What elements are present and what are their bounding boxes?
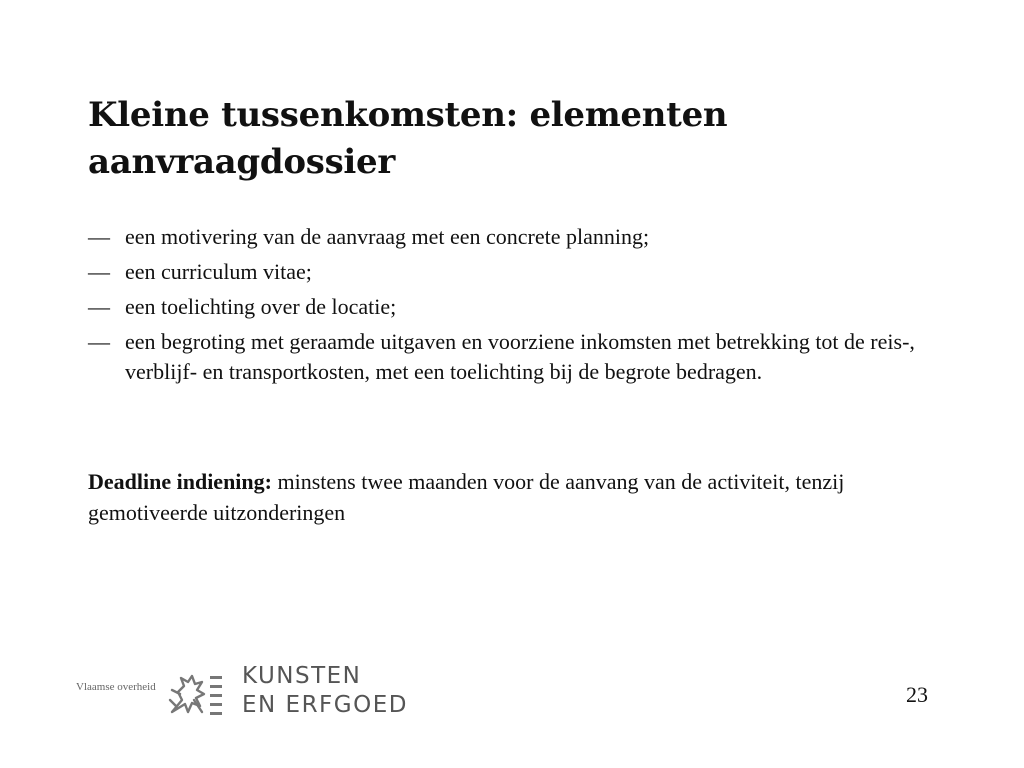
bullet-dash: —: [88, 224, 110, 249]
flemish-lion-icon: [166, 670, 224, 718]
organization-name: Vlaamse overheid: [76, 681, 156, 693]
brand-line-1: KUNSTEN: [242, 663, 362, 689]
list-item: [88, 292, 958, 322]
brand-name: [242, 662, 408, 720]
deadline-label: Deadline indiening:: [88, 469, 272, 494]
deadline-paragraph: [88, 466, 948, 528]
list-item-text: een motivering van de aanvraag met een concrete planning;: [125, 224, 650, 249]
bullet-list: [88, 222, 958, 392]
list-item: [88, 222, 958, 252]
bullet-dash: —: [88, 259, 110, 284]
slide-title: Kleine tussenkomsten: elementen aanvraagdossier: [88, 95, 728, 182]
page-number: 23: [906, 682, 928, 707]
bullet-dash: —: [88, 294, 110, 319]
bullet-dash: —: [88, 329, 110, 354]
brand-line-2: EN ERFGOED: [242, 692, 408, 718]
footer-logo: [76, 662, 456, 722]
deadline-text: minstens twee maanden voor de aanvang van de activiteit, tenzij gemotiveerde uitzonderingen: [88, 469, 845, 525]
list-item-text: een begroting met geraamde uitgaven en voorziene inkomsten met betrekking tot de reis-, verblijf- en transportkosten, met een toelichting bij de begrote bedragen.: [125, 329, 915, 384]
list-item-text: een curriculum vitae;: [125, 259, 312, 284]
list-item: [88, 327, 958, 387]
list-item: [88, 257, 958, 287]
list-item-text: een toelichting over de locatie;: [125, 294, 397, 319]
